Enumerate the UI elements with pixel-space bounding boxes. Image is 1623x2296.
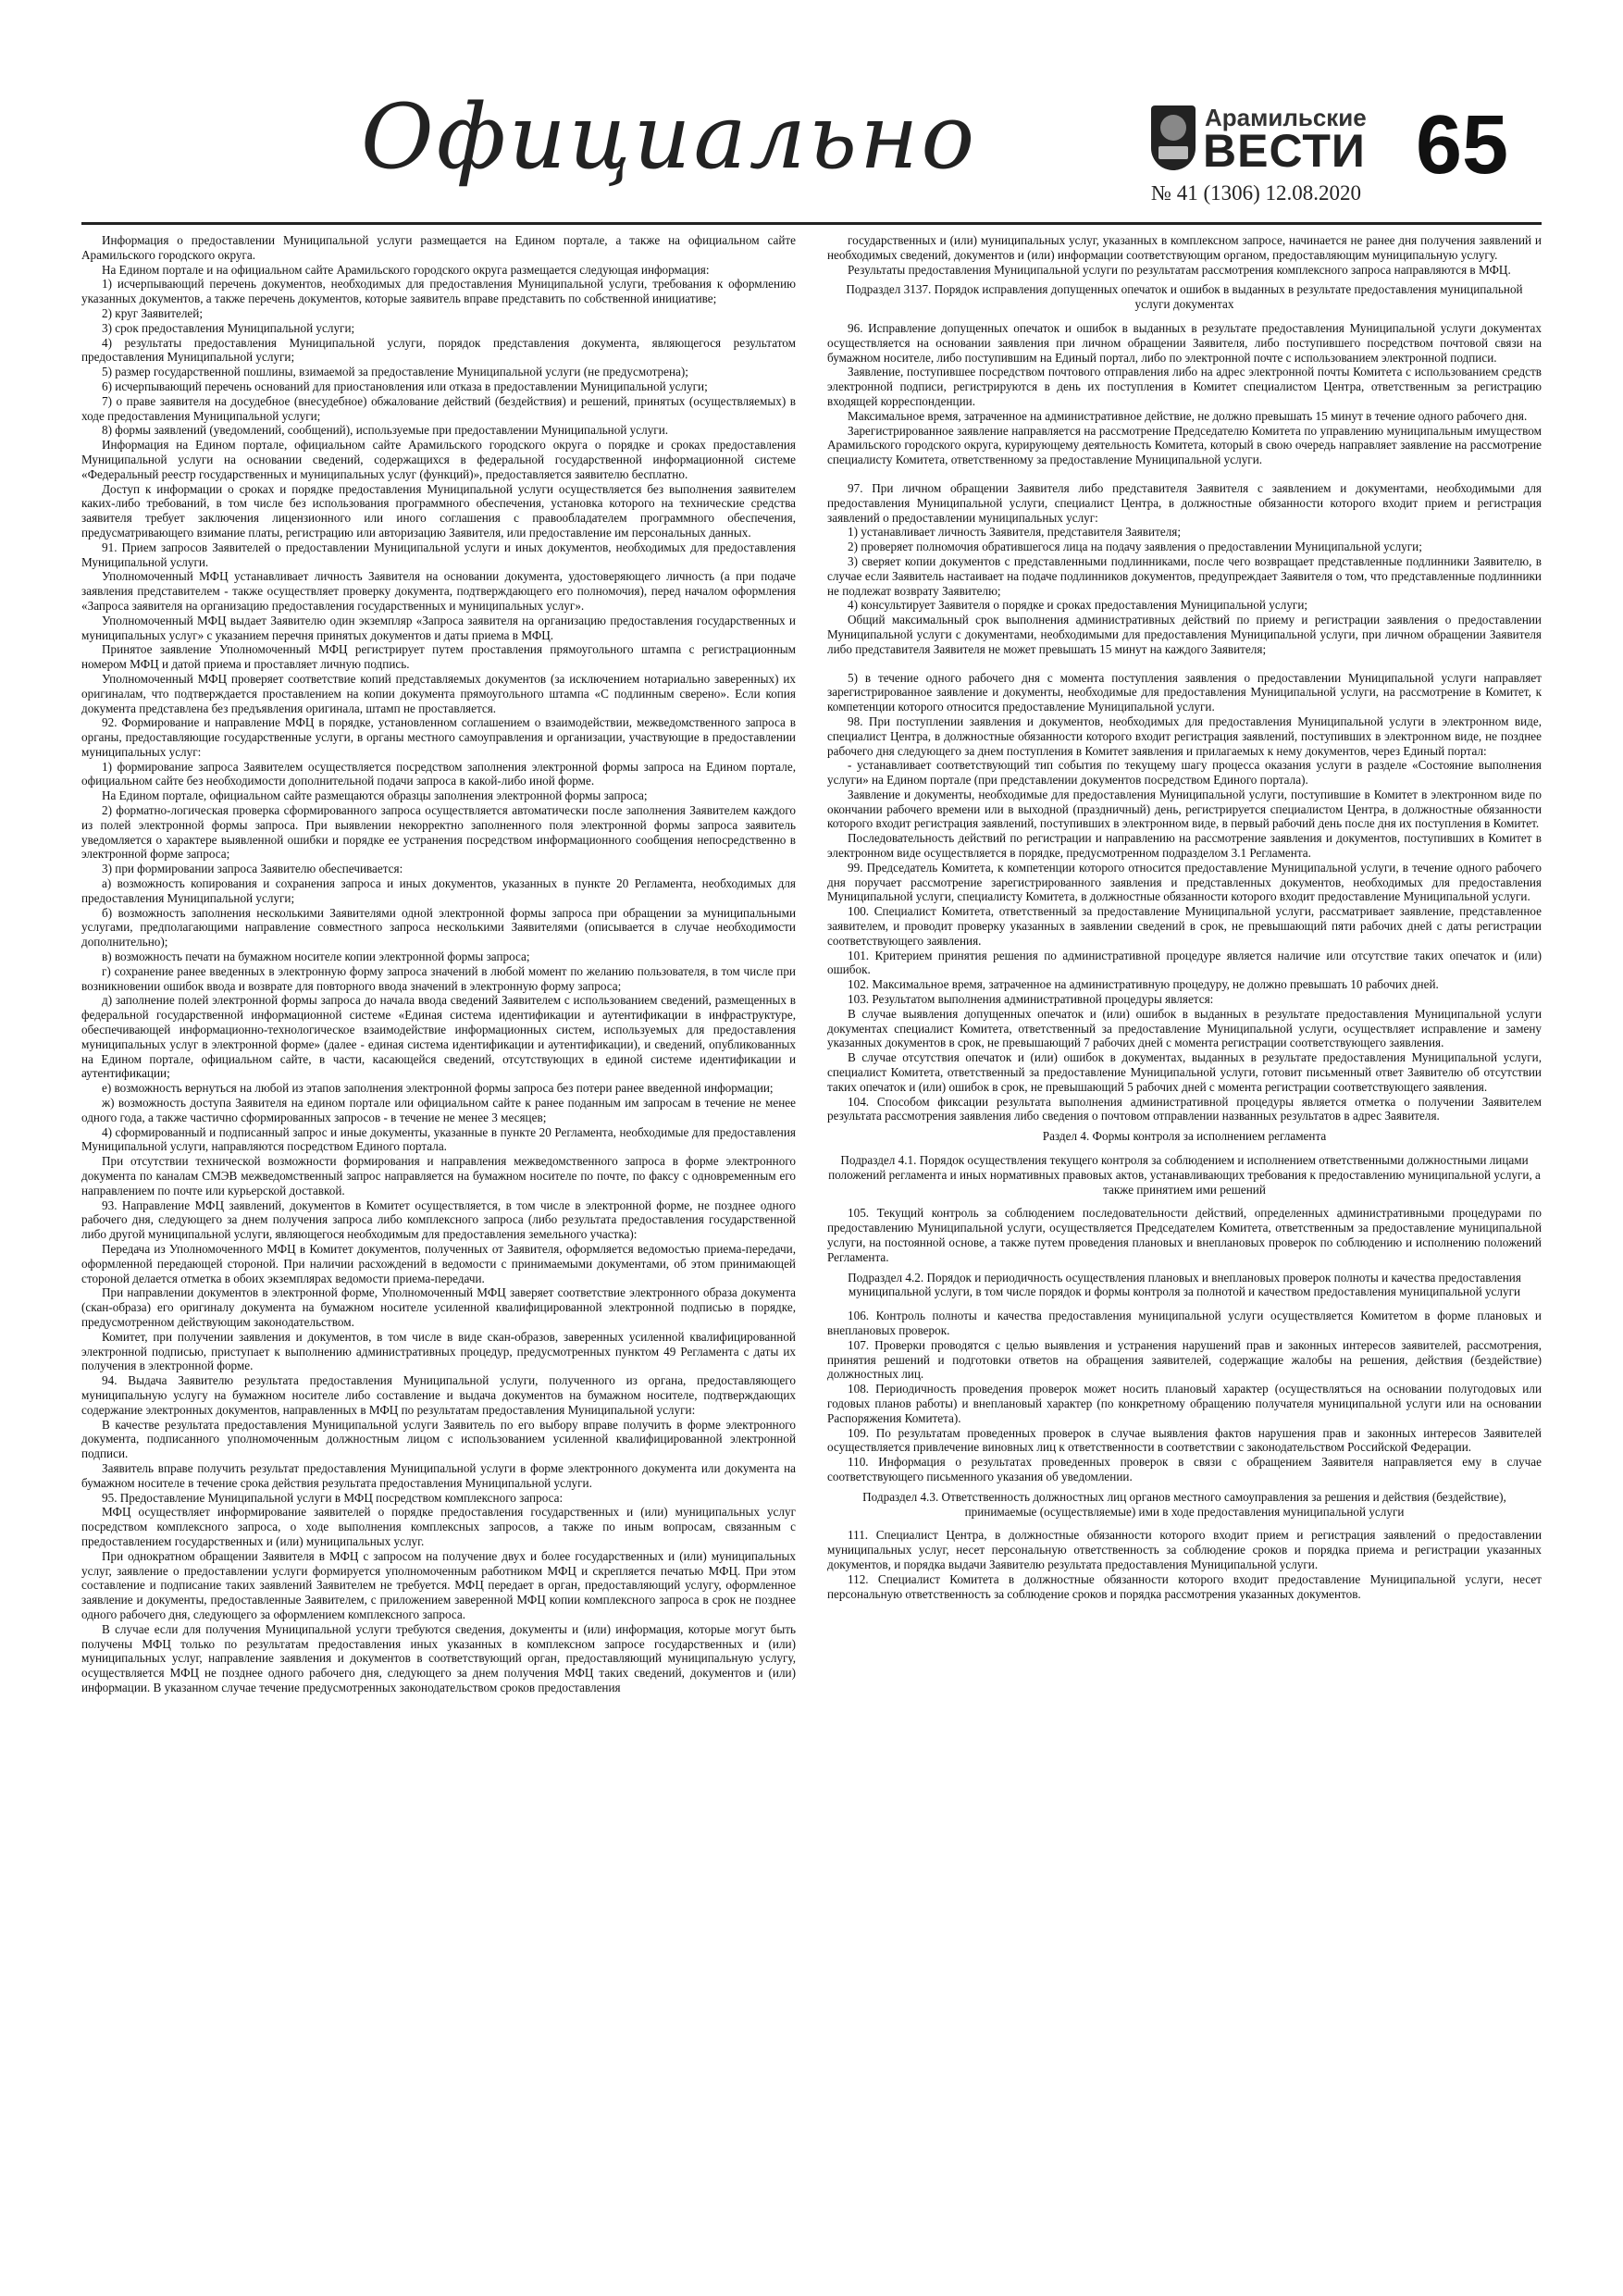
paragraph: 104. Способом фиксации результата выполнения административной процедуры является отметка о получении Заявителем результата рассмотрения заявления либо сведения о почтовом отправлении названных результатов в адрес Заявителя. xyxy=(827,1094,1542,1123)
paragraph: 1) устанавливает личность Заявителя, представителя Заявителя; xyxy=(848,525,1182,540)
paragraph: Информация на Едином портале, официальном сайте Арамильского городского округа о порядке и сроках предоставления Муниципальной услуги на основании сведений, содержащихся в федеральной государственной информационной системе «Федеральный реестр государственных и муниципальных услуг (функций)», предоставляется заявителю бесплатно. xyxy=(81,438,796,481)
paragraph: 107. Проверки проводятся с целью выявления и устранения нарушений прав и законных интересов заявителей, рассмотрения, принятия решений и подготовки ответов на обращения заявителей, содержащие жалобы на решения, действия (бездействие) должностных лиц. xyxy=(827,1337,1542,1382)
paragraph: 106. Контроль полноты и качества предоставления муниципальной услуги осуществляется Комитетом в форме плановых и внеплановых проверок. xyxy=(827,1309,1542,1337)
paragraph: 94. Выдача Заявителю результата предоставления Муниципальной услуги, полученного из органа, предоставляющего муниципальную услугу на бумажном носителе либо составление и выдача документов на бумажном носителе, подтверждающих содержание электронных документов, направленных в МФЦ по результатам предоставления Муниципальной услуги: xyxy=(81,1373,796,1417)
paragraph: 93. Направление МФЦ заявлений, документов в Комитет осуществляется, в том числе в электронной форме, не позднее одного рабочего дня, следующего за днем получения запроса либо комплексного запроса (либо результата предоставления государственной либо другой муниципальной услуги, являющегося необходимым для предоставления земельного участка): xyxy=(81,1198,796,1242)
paragraph: 8) формы заявлений (уведомлений, сообщений), используемые при предоставлении Муниципальной услуги. xyxy=(102,423,669,438)
paragraph: 2) форматно-логическая проверка сформированного запроса осуществляется автоматически после заполнения Заявителем каждого из полей электронной формы запроса. При выявлении некорректно заполненного поля электронной формы запроса заявитель уведомляется о характере выявленной ошибки и порядке ее устранения посредством информационного сообщения непосредственно в электронной форме запроса; xyxy=(81,803,796,862)
spacer xyxy=(827,657,1542,671)
paragraph: г) сохранение ранее введенных в электронную форму запроса значений в любой момент по желанию пользователя, в том числе при возникновении ошибок ввода и возврате для повторного ввода значений в электронную форму запроса; xyxy=(81,963,796,993)
section-heading: Подраздел 4.3. Ответственность должностных лиц органов местного самоуправления за решения и действия (бездействие), принимаемые (осуществляемые) ими в ходе предоставления муниципальной услуги xyxy=(862,1489,1506,1519)
paragraph: В случае отсутствия опечаток и (или) ошибок в документах, выданных в результате предоставления Муниципальной услуги, специалист Комитета, ответственный за предоставление Муниципальной услуги, готовит письменный ответ Заявителю об отсутствии таких опечаток и (или) ошибок в срок, не превышающий 5 рабочих дней с момента регистрации соответствующего заявления. xyxy=(827,1050,1542,1094)
paragraph: е) возможность вернуться на любой из этапов заполнения электронной формы запроса без потери ранее введенной информации; xyxy=(102,1081,774,1096)
paragraph: Уполномоченный МФЦ выдает Заявителю один экземпляр «Запроса заявителя на организацию предоставления государственных и муниципальных услуг» с указанием перечня принятых документов и даты приема в МФЦ. xyxy=(81,613,796,642)
newspaper-logo xyxy=(1151,104,1373,176)
section-title: Официально xyxy=(361,85,978,189)
paragraph: ж) возможность доступа Заявителя на едином портале или официальном сайте к ранее поданным им запросам в течение не менее одного года, а также частично сформированных запросов - в течение не менее 3 месяцев; xyxy=(81,1096,796,1124)
section-heading: Подраздел 4.2. Порядок и периодичность осуществления плановых и внеплановых проверок полноты и качества предоставления муниципальной услуги, в том числе порядок и формы контроля за полнотой и качеством предоставления муниципальной услуги xyxy=(848,1270,1521,1299)
paragraph: Максимальное время, затраченное на административное действие, не должно превышать 15 минут в течение одного рабочего дня. xyxy=(848,408,1528,423)
right-column xyxy=(827,233,1542,2278)
section-heading: Раздел 4. Формы контроля за исполнением регламента xyxy=(1042,1129,1327,1144)
paragraph: 95. Предоставление Муниципальной услуги в МФЦ посредством комплексного запроса: xyxy=(102,1490,564,1505)
paragraph: Передача из Уполномоченного МФЦ в Комитет документов, полученных от Заявителя, оформляется ведомостью приема-передачи, оформленной передающей стороной. При наличии расхождений в ведомости с принимаемыми документами, об этом принимающей стороной делается отметка в обоих экземплярах ведомости приема-передачи. xyxy=(81,1241,796,1285)
paragraph: Заявление и документы, необходимые для предоставления Муниципальной услуги, поступившие в Комитет в электронном виде по окончании рабочего времени или в выходной (праздничный) день, регистрируется специалистом Центра, в должностные обязанности которого входит регистрация заявлений, поступивших в электронном виде, в первый рабочий день после дня их поступления в Комитет. xyxy=(827,787,1542,831)
spacer xyxy=(827,467,1542,481)
paragraph: д) заполнение полей электронной формы запроса до начала ввода сведений Заявителем с использованием сведений, размещенных в федеральной государственной информационной системе «Единая система идентификации и аутентификации в инфраструктуре, обеспечивающей информационно-технологическое взаимодействие информационных систем, используемых для предоставления муниципальных услуг в электронной форме» (далее - единая система идентификации и аутентификации), и сведений, опубликованных на Едином портале, официальном сайте, в части, касающейся сведений, отсутствующих в единой системе идентификации и аутентификации; xyxy=(81,993,796,1081)
logo-top-text: Арамильские xyxy=(1205,104,1367,131)
paragraph: 7) о праве заявителя на досудебное (внесудебное) обжалование действий (бездействия) и решений, принятых (осуществляемых) в ходе предоставления Муниципальной услуги; xyxy=(81,393,796,423)
paragraph: Заявитель вправе получить результат предоставления Муниципальной услуги в форме электронного документа или документа на бумажном носителе в течение срока действия результата предоставления Муниципальной услуги. xyxy=(81,1460,796,1490)
paragraph: При направлении документов в электронной форме, Уполномоченный МФЦ заверяет соответствие электронного образа документа (скан-образа) его оригиналу документа на бумажном носителе усиленной квалифицированной электронной подписью в порядке, предусмотренном действующим законодательством. xyxy=(81,1285,796,1329)
paragraph: 2) круг Заявителей; xyxy=(102,305,203,320)
paragraph: 98. При поступлении заявления и документов, необходимых для предоставления Муниципальной услуги в электронном виде, специалист Центра, в должностные обязанности которого входит регистрация заявлений, поступивших в электронном виде, не позднее рабочего дня следующего за днем поступления в Комитет заявления и прилагаемых к нему документов, через Единый портал: xyxy=(827,714,1542,758)
paragraph: Принятое заявление Уполномоченный МФЦ регистрирует путем проставления прямоугольного штампа с регистрационным номером МФЦ и датой приема и проставляет личную подпись. xyxy=(81,642,796,672)
header-rule xyxy=(81,222,1542,225)
paragraph: При однократном обращении Заявителя в МФЦ с запросом на получение двух и более государственных и (или) муниципальных услуг, заявление о предоставлении услуги формируется уполномоченным работником МФЦ и скрепляется печатью МФЦ. При этом составление и подписание таких заявлений Заявителем не требуется. МФЦ передает в орган, предоставляющий услугу, оформленное заявление и документы, предоставленные Заявителем, с приложением заверенной МФЦ копии комплексного запроса в срок не позднее одного рабочего дня, следующего за оформлением комплексного запроса. xyxy=(81,1548,796,1621)
paragraph: Уполномоченный МФЦ устанавливает личность Заявителя на основании документа, удостоверяющего личность (а при подаче заявления представителем - также осуществляет проверку документа, подтверждающего его полномочия), перед началом оформления «Запроса заявителя на организацию предоставления государственных и муниципальных услуг». xyxy=(81,569,796,613)
paragraph: На Едином портале, официальном сайте размещаются образцы заполнения электронной формы запроса; xyxy=(102,788,648,803)
paragraph: 112. Специалист Комитета в должностные обязанности которого входит предоставление Муниципальной услуги, несет персональную ответственность за соблюдение сроков и порядка рассмотрения указанных документов. xyxy=(827,1571,1542,1601)
paragraph: 111. Специалист Центра, в должностные обязанности которого входит прием и регистрация заявлений о предоставлении муниципальных услуг, несет персональную ответственность за соблюдение сроков и порядка приема и регистрации указанных документов, и порядка выдачи Заявителю результата предоставления Муниципальной услуги. xyxy=(827,1528,1542,1571)
paragraph: государственных и (или) муниципальных услуг, указанных в комплексном запросе, начинается не ранее дня получения заявлений и необходимых сведений, документов и (или) информации соответствующим органом, предоставляющим муниципальную услугу. xyxy=(827,233,1542,262)
paragraph: 1) формирование запроса Заявителем осуществляется посредством заполнения электронной формы запроса на Едином портале, официальном сайте без необходимости дополнительной подачи запроса в какой-либо иной форме. xyxy=(81,759,796,788)
paragraph: 103. Результатом выполнения административной процедуры является: xyxy=(848,992,1214,1007)
paragraph: 1) исчерпывающий перечень документов, необходимых для предоставления Муниципальной услуги, требования к оформлению указанных документов, а также перечень документов, которые заявитель вправе представить по собственной инициативе; xyxy=(81,277,796,306)
issue-info: № 41 (1306) 12.08.2020 xyxy=(1151,181,1362,205)
paragraph: 4) консультирует Заявителя о порядке и сроках предоставления Муниципальной услуги; xyxy=(848,598,1308,613)
paragraph: Результаты предоставления Муниципальной услуги по результатам рассмотрения комплексного запроса направляются в МФЦ. xyxy=(848,262,1511,277)
section-heading: Подраздел 3137. Порядок исправления допущенных опечаток и ошибок в выданных в результате предоставления муниципальной услуги документах xyxy=(846,282,1523,312)
paragraph: В качестве результата предоставления Муниципальной услуги Заявитель по его выбору вправе получить в форме электронного документа, подписанного уполномоченным должностным лицом с использованием усиленной квалифицированной электронной подписи. xyxy=(81,1417,796,1461)
paragraph: 108. Периодичность проведения проверок может носить плановый характер (осуществляться на основании полугодовых или годовых планов работы) и внеплановый характер (по конкретному обращению получателя муниципальной услуги или на основании Распоряжения Комитета). xyxy=(827,1382,1542,1425)
paragraph: 105. Текущий контроль за соблюдением последовательности действий, определенных административными процедурами по предоставлению Муниципальной услуги, осуществляется Председателем Комитета, ответственным за предоставление муниципальной услуги, на постоянной основе, а также путем проведения плановых и внеплановых проверок по соблюдению и исполнению положений Регламента. xyxy=(827,1206,1542,1264)
paragraph: 101. Критерием принятия решения по административной процедуре является наличие или отсутствие таких опечаток и (или) ошибок. xyxy=(827,948,1542,977)
paragraph: 110. Информация о результатах проведенных проверок в связи с обращением Заявителя направляется ему в случае соответствующего письменного указания об уведомлении. xyxy=(827,1455,1542,1483)
paragraph: 6) исчерпывающий перечень оснований для приостановления или отказа в предоставлении Муниципальной услуги; xyxy=(102,379,708,393)
paragraph: Зарегистрированное заявление направляется на рассмотрение Председателю Комитета по управлению муниципальным имуществом Арамильского городского округа, курирующему деятельность Комитета, который в свою очередь направляет заявление на рассмотрение специалисту Комитета, ответственному за предоставление Муниципальной услуги. xyxy=(827,423,1542,467)
paragraph: 5) в течение одного рабочего дня с момента поступления заявления о предоставлении Муниципальной услуги направляет зарегистрированное заявление и документы, необходимые для предоставления Муниципальной услуги, на рассмотрение в Комитет, к компетенции которого относится предоставление Муниципальной услуги. xyxy=(827,670,1542,714)
paragraph: 3) сверяет копии документов с представленными подлинниками, после чего возвращает представленные подлинники Заявителю, в случае если Заявитель настаивает на подаче подлинников документов, предупреждает Заявителя о том, что представленные подлинники не подлежат возврату Заявителю; xyxy=(827,553,1542,598)
paragraph: Общий максимальный срок выполнения административных действий по приему и регистрации заявления о предоставлении Муниципальной услуги с документами, необходимыми для предоставления Муниципальной услуги, при личном обращении Заявителя либо представителя Заявителя не может превышать 15 минут на каждого Заявителя; xyxy=(827,613,1542,656)
paragraph: 96. Исправление допущенных опечаток и ошибок в выданных в результате предоставления Муниципальной услуги документах осуществляется на основании заявления при личном обращении Заявителя, либо поступившего посредством почтовой связи на бумажном носителе, либо поступившим на Единый портал, либо по электронной почте с использованием электронной подписи. xyxy=(827,320,1542,365)
paragraph: 2) проверяет полномочия обратившегося лица на подачу заявления о предоставлении Муниципальной услуги; xyxy=(848,540,1422,554)
paragraph: 92. Формирование и направление МФЦ в порядке, установленном соглашением о взаимодействии, межведомственного запроса в органы, предоставляющие государственные услуги, в органы местного самоуправления и организации, участвующие в предоставлении муниципальных услуг: xyxy=(81,715,796,759)
paragraph: - устанавливает соответствующий тип события по текущему шагу процесса оказания услуги в разделе «Состояние выполнения услуги» на Едином портале (при представлении документов посредством Единого портала). xyxy=(827,758,1542,788)
logo-main-text: ВЕСТИ xyxy=(1203,125,1366,177)
paragraph: 5) размер государственной пошлины, взимаемой за предоставление Муниципальной услуги (не предусмотрена); xyxy=(102,365,688,379)
paragraph: в) возможность печати на бумажном носителе копии электронной формы запроса; xyxy=(102,949,530,964)
paragraph: При отсутствии технической возможности формирования и направления межведомственного запроса в форме электронного документа по каналам СМЭВ межведомственный запрос направляется на бумажном носителе по почте, по факсу с одновременным его направлением по почте или курьерской доставкой. xyxy=(81,1154,796,1198)
paragraph: 4) сформированный и подписанный запрос и иные документы, указанные в пункте 20 Регламента, необходимые для предоставления Муниципальной услуги, направляются посредством Единого портала. xyxy=(81,1124,796,1154)
paragraph: На Едином портале и на официальном сайте Арамильского городского округа размещается следующая информация: xyxy=(102,262,710,277)
paragraph: 97. При личном обращении Заявителя либо представителя Заявителя с заявлением и документами, необходимыми для предоставления Муниципальной услуги, специалист Центра, в должностные обязанности которого входит прием и регистрация заявлений о предоставлении муниципальных услуг: xyxy=(827,480,1542,525)
paragraph: Доступ к информации о сроках и порядке предоставления Муниципальной услуги осуществляется без выполнения заявителем каких-либо требований, в том числе без использования программного обеспечения, установка которого на технические средства заявителя требует заключения лицензионного или иного соглашения с правообладателем программного обеспечения, предусматривающего взимание платы, регистрацию или авторизацию Заявителя, или предоставление им персональных данных. xyxy=(81,481,796,540)
paragraph: а) возможность копирования и сохранения запроса и иных документов, указанных в пункте 20 Регламента, необходимых для предоставления Муниципальной услуги; xyxy=(81,876,796,905)
paragraph: 91. Прием запросов Заявителей о предоставлении Муниципальной услуги и иных документов, необходимых для предоставления Муниципальной услуги. xyxy=(81,540,796,569)
paragraph: Комитет, при получении заявления и документов, в том числе в виде скан-образов, заверенных усиленной квалифицированной электронной подписью, приступает к выполнению административных процедур, предусмотренных пунктом 49 Регламента с даты их получения в электронной форме. xyxy=(81,1329,796,1373)
paragraph: 4) результаты предоставления Муниципальной услуги, порядок представления документа, являющегося результатом предоставления Муниципальной услуги; xyxy=(81,335,796,365)
left-column xyxy=(81,233,796,2278)
paragraph: 109. По результатам проведенных проверок в случае выявления фактов нарушения прав и законных интересов Заявителей осуществляется привлечение виновных лиц к ответственности в соответствии с законодательством Российской Федерации. xyxy=(827,1425,1542,1455)
page-number: 65 xyxy=(1416,99,1509,192)
paragraph: Уполномоченный МФЦ проверяет соответствие копий представляемых документов (за исключением нотариально заверенных) их оригиналам, что подтверждается проставлением на копии документа прямоугольного штампа «С подлинным сверено». Если копия документа представлена без предъявления оригинала, штамп не проставляется. xyxy=(81,671,796,715)
paragraph: 3) при формировании запроса Заявителю обеспечивается: xyxy=(102,862,403,876)
masthead xyxy=(0,0,1623,222)
paragraph: 3) срок предоставления Муниципальной услуги; xyxy=(102,320,355,335)
paragraph: Заявление, поступившее посредством почтового отправления либо на адрес электронной почты Комитета с использованием средств электронной подписи, регистрируются в день их поступления в Комитет специалистом Центра, ответственным за регистрацию входящей корреспонденции. xyxy=(827,365,1542,408)
paragraph: 102. Максимальное время, затраченное на административную процедуру, не должно превышать 10 рабочих дней. xyxy=(848,977,1439,992)
paragraph: В случае выявления допущенных опечаток и (или) ошибок в выданных в результате предоставления Муниципальной услуги документах специалист Комитета, ответственный за предоставление Муниципальной услуги, осуществляет исправление и замену указанных документов в срок, не превышающий 7 рабочих дней с момента регистрации соответствующего заявления. xyxy=(827,1006,1542,1050)
paragraph: 100. Специалист Комитета, ответственный за предоставление Муниципальной услуги, рассматривает заявление, представленное заявителем, и проводит проверку указанных в заявлении сведений в срок, не превышающий пяти рабочих дней с даты регистрации соответствующего заявления. xyxy=(827,904,1542,948)
paragraph: Информация о предоставлении Муниципальной услуги размещается на Едином портале, а также на официальном сайте Арамильского городского округа. xyxy=(81,233,796,262)
paragraph: 99. Председатель Комитета, к компетенции которого относится предоставление Муниципальной услуги, в течение одного рабочего дня поручает рассмотрение зарегистрированного заявления и представленных документов, необходимых для предоставления Муниципальной услуги, специалисту Комитета, в должностные обязанности которого входит предоставление Муниципальной услуги. xyxy=(827,860,1542,904)
paragraph: В случае если для получения Муниципальной услуги требуются сведения, документы и (или) информация, которые могут быть получены МФЦ только по результатам предоставления иных указанных в комплексном запросе государственных и (или) муниципальных услуг, направление заявления и документов в соответствующий орган, предоставляющий муниципальную услугу, осуществляется МФЦ не позднее одного рабочего дня, следующего за днем получения МФЦ таких сведений, документов и (или) информации. В указанном случае течение предусмотренных законодательством сроков предоставления xyxy=(81,1621,796,1694)
paragraph: б) возможность заполнения несколькими Заявителями одной электронной формы запроса при обращении за муниципальными услугами, предполагающими направление совместного запроса несколькими Заявителями (описывается в случае необходимости дополнительно); xyxy=(81,905,796,949)
paragraph: Последовательность действий по регистрации и направлению на рассмотрение заявления и документов, поступивших в Комитет в электронном виде осуществляется в порядке, предусмотренном подразделом 3.1 Регламента. xyxy=(827,831,1542,861)
city-crest-icon xyxy=(1151,105,1196,170)
section-heading: Подраздел 4.1. Порядок осуществления текущего контроля за соблюдением и исполнением ответственными должностными лицами положений регламента и иных нормативных правовых актов, устанавливающих требования к предоставлению муниципальной услуги, а также принятием ими решений xyxy=(828,1153,1541,1197)
paragraph: МФЦ осуществляет информирование заявителей о порядке предоставления государственных и (или) муниципальных услуг посредством комплексного запроса, о ходе выполнения комплексных запросов, а также по иным вопросам, связанным с предоставлением государственных и (или) муниципальных услуг. xyxy=(81,1505,796,1548)
